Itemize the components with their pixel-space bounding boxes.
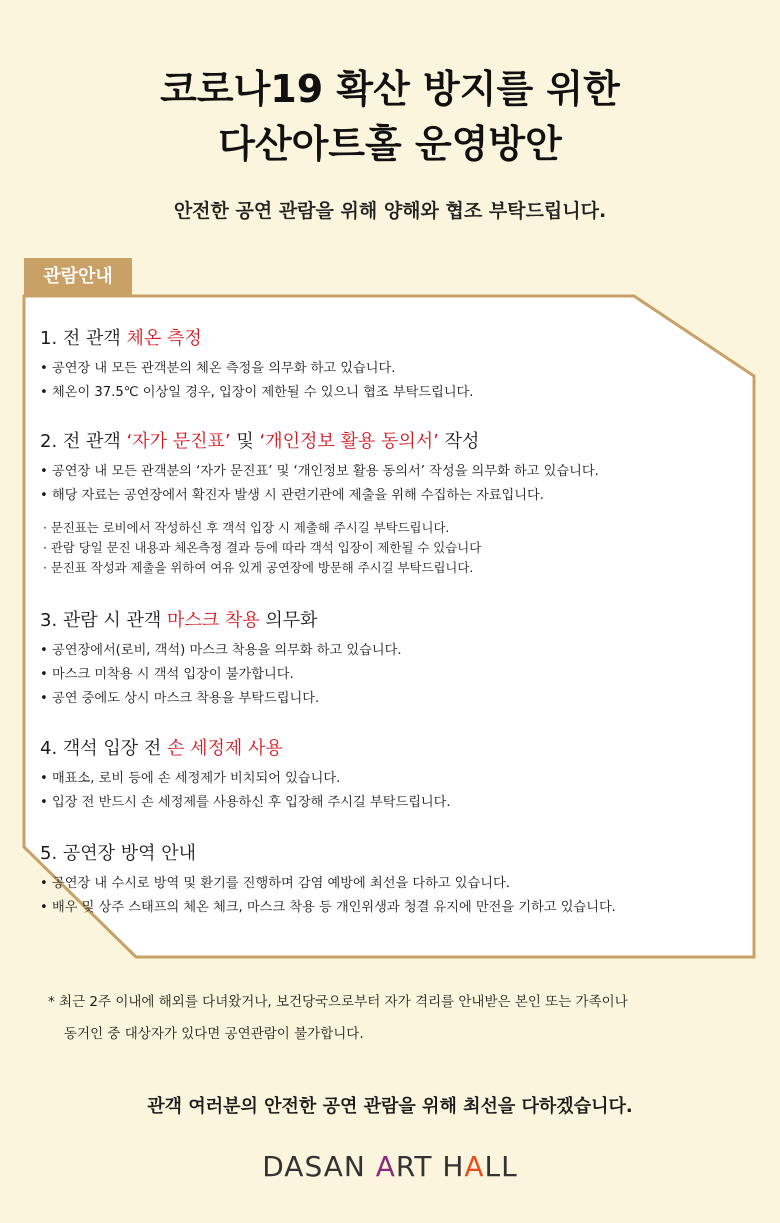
note-item: · 문진표 작성과 제출을 위하여 여유 있게 공연장에 방문해 주시길 부탁드립니다. (40, 558, 740, 578)
section-questionnaire (40, 429, 740, 578)
list-item: • 매표소, 로비 등에 손 세정제가 비치되어 있습니다. (40, 767, 740, 791)
note-item: · 관람 당일 문진 내용과 체온측정 결과 등에 따라 객석 입장이 제한될 수 있습니다 (40, 538, 740, 558)
dasan-art-hall-logo: DASAN ART HALL (262, 1150, 518, 1183)
list-item: • 해당 자료는 공연장에서 확진자 발생 시 관련기관에 제출을 위해 수집하는 자료입니다. (40, 484, 740, 508)
title-line-1: 코로나19 확산 방지를 위한 (160, 67, 620, 111)
section-mask (40, 608, 740, 711)
list-item: • 공연장 내 모든 관객분의 ‘자가 문진표’ 및 ‘개인정보 활용 동의서’ 작성을 의무화 하고 있습니다. (40, 460, 740, 484)
closing-message: 관객 여러분의 안전한 공연 관람을 위해 최선을 다하겠습니다. (147, 1096, 633, 1117)
list-item: • 마스크 미착용 시 객석 입장이 불가합니다. (40, 663, 740, 687)
section-tag: 관람안내 (24, 258, 132, 296)
section-title: 3. 관람 시 관객 마스크 착용 의무화 (40, 610, 318, 631)
list-item: • 공연 중에도 상시 마스크 착용을 부탁드립니다. (40, 687, 740, 711)
list-item: • 배우 및 상주 스태프의 체온 체크, 마스크 착용 등 개인위생과 청결 유지에 만전을 기하고 있습니다. (40, 896, 740, 920)
footnote-line-1: * 최근 2주 이내에 해외를 다녀왔거나, 보건당국으로부터 자가 격리를 안내받은 본인 또는 가족이나 (48, 994, 628, 1010)
footnote-line-2: 동거인 중 대상자가 있다면 공연관람이 불가합니다. (64, 1026, 364, 1042)
list-item: • 체온이 37.5℃ 이상일 경우, 입장이 제한될 수 있으니 협조 부탁드립니다. (40, 381, 740, 405)
list-item: • 입장 전 반드시 손 세정제를 사용하신 후 입장해 주시길 부탁드립니다. (40, 791, 740, 815)
section-title: 1. 전 관객 체온 측정 (40, 328, 202, 349)
section-title: 4. 객석 입장 전 손 세정제 사용 (40, 738, 283, 759)
section-sanitizer (40, 736, 740, 815)
note-item: · 문진표는 로비에서 작성하신 후 객석 입장 시 제출해 주시길 부탁드립니다. (40, 518, 740, 538)
list-item: • 공연장 내 수시로 방역 및 환기를 진행하며 감염 예방에 최선을 다하고 있습니다. (40, 872, 740, 896)
section-title: 2. 전 관객 ‘자가 문진표’ 및 ‘개인정보 활용 동의서’ 작성 (40, 431, 480, 452)
section-body-temperature (40, 326, 740, 405)
list-item: • 공연장에서(로비, 객석) 마스크 착용을 의무화 하고 있습니다. (40, 639, 740, 663)
list-item: • 공연장 내 모든 관객분의 체온 측정을 의무화 하고 있습니다. (40, 357, 740, 381)
title-line-2: 다산아트홀 운영방안 (218, 122, 562, 166)
section-disinfection (40, 841, 740, 920)
section-title: 5. 공연장 방역 안내 (40, 843, 197, 864)
subtitle: 안전한 공연 관람을 위해 양해와 협조 부탁드립니다. (173, 200, 607, 222)
footnote (48, 986, 748, 1050)
